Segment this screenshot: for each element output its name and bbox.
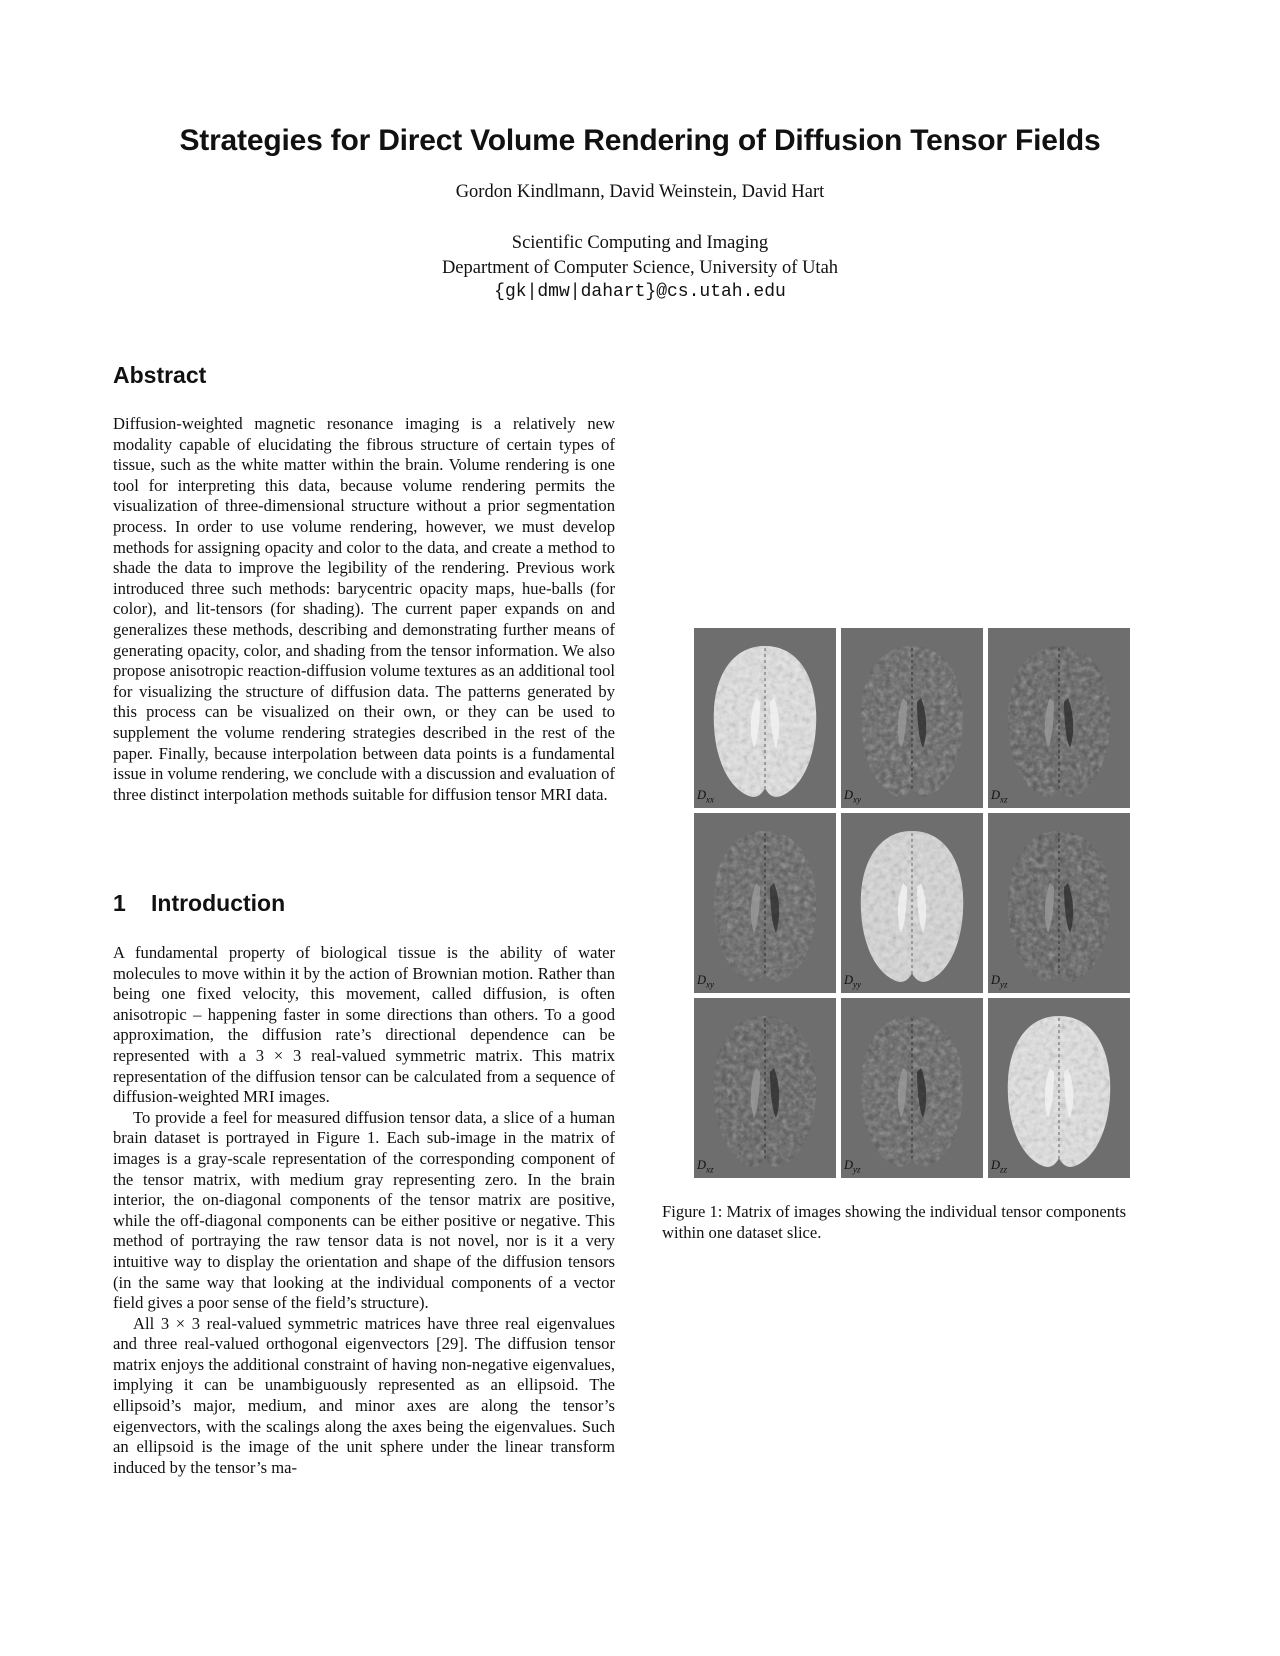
tensor-tile-Dyz-5: [988, 813, 1130, 993]
brain-slice-image: [841, 628, 983, 808]
brain-slice-image: [694, 813, 836, 993]
brain-slice-image: [694, 998, 836, 1178]
paper-title: Strategies for Direct Volume Rendering of Diffusion Tensor Fields: [179, 124, 1101, 157]
section-title: Introduction: [151, 890, 286, 916]
brain-slice-image: [841, 813, 983, 993]
affiliation-line-2: Department of Computer Science, University of Utah: [441, 257, 839, 278]
tile-label: $D_{xz}$: [991, 787, 1008, 804]
author-email: {gk|dmw|dahart}@cs.utah.edu: [494, 282, 786, 302]
section-number: 1: [113, 890, 126, 916]
tile-label: $D_{xx}$: [697, 787, 715, 804]
tile-label: $D_{zz}$: [991, 1157, 1008, 1174]
introduction-heading: [113, 890, 615, 917]
abstract-paragraph: Diffusion-weighted magnetic resonance imaging is a relatively new modality capable of elucidating the fibrous structure of certain types of tissue, such as the white matter within the brain. Volume rendering is one tool for interpreting this data, because volume rendering permits the visualization of three-dimensional structure without a prior segmentation process. In order to use volume rendering, however, we must develop methods for assigning opacity and color to the data, and create a method to shade the data to improve the legibility of the rendering. Previous work introduced three such methods: barycentric opacity maps, hue-balls (for color), and lit-tensors (for shading). The current paper expands on and generalizes these methods, describing and demonstrating further means of generating opacity, color, and shading from the tensor information. We also propose anisotropic reaction-diffusion volume textures as an additional tool for visualizing the structure of diffusion data. The patterns generated by this process can be visualized on their own, or they can be used to supplement the volume rendering strategies described in the rest of the paper. Finally, because interpolation between data points is a fundamental issue in volume rendering, we conclude with a discussion and evaluation of three distinct interpolation methods suitable for diffusion tensor MRI data.: [113, 414, 615, 804]
tensor-tile-Dxx-0: [694, 628, 836, 808]
author-list: Gordon Kindlmann, David Weinstein, David Hart: [455, 182, 825, 202]
tile-label: $D_{xy}$: [697, 972, 715, 989]
tile-label: $D_{xy}$: [844, 787, 862, 804]
abstract-text: [113, 414, 615, 805]
figure-1-caption: Figure 1: Matrix of images showing the individual tensor components within one dataset slice.: [662, 1202, 1127, 1242]
brain-slice-image: [988, 813, 1130, 993]
tile-label: $D_{xz}$: [697, 1157, 714, 1174]
tensor-tile-Dxy-3: [694, 813, 836, 993]
brain-slice-image: [988, 998, 1130, 1178]
tensor-tile-Dxz-6: [694, 998, 836, 1178]
brain-slice-image: [841, 998, 983, 1178]
tensor-tile-Dzz-8: [988, 998, 1130, 1178]
tensor-tile-Dxz-2: [988, 628, 1130, 808]
abstract-heading: Abstract: [113, 362, 207, 388]
affiliation-line-1: Scientific Computing and Imaging: [511, 233, 769, 253]
tile-label: $D_{yz}$: [991, 972, 1008, 989]
tensor-tile-Dyy-4: [841, 813, 983, 993]
intro-paragraph-1: A fundamental property of biological tissue is the ability of water molecules to move within it by the action of Brownian motion. Rather than being one fixed velocity, this movement, called diffusion, is often anisotropic – happening faster in some directions than others. To a good approximation, the diffusion rate’s directional dependence can be represented with a 3 × 3 real-valued symmetric matrix. This matrix representation of the diffusion tensor can be calculated from a sequence of diffusion-weighted MRI images.: [113, 943, 615, 1107]
intro-paragraph-3: All 3 × 3 real-valued symmetric matrices have three real eigenvalues and three real-valued orthogonal eigenvectors [29]. The diffusion tensor matrix enjoys the additional constraint of having non-negative eigenvalues, implying it can be unambiguously represented as an ellipsoid. The ellipsoid’s major, medium, and minor axes are along the tensor’s eigenvectors, with the scalings along the axes being the eigenvalues. Such an ellipsoid is the image of the unit sphere under the linear transform induced by the tensor’s ma-: [113, 1313, 615, 1477]
tile-label: $D_{yz}$: [844, 1157, 861, 1174]
affiliation-block: [0, 231, 1280, 305]
intro-paragraph-2: To provide a feel for measured diffusion tensor data, a slice of a human brain dataset is portrayed in Figure 1. Each sub-image in the matrix of images is a gray-scale representation of the corresponding component of the tensor matrix, with medium gray representing zero. In the brain interior, the on-diagonal components of the tensor matrix are positive, while the off-diagonal components can be either positive or negative. This method of portraying the raw tensor data is not novel, nor is it a very intuitive way to display the orientation and shape of the diffusion tensors (in the same way that looking at the individual components of a vector field gives a poor sense of the field’s structure).: [113, 1107, 615, 1313]
tensor-tile-Dxy-1: [841, 628, 983, 808]
figure-1-tensor-matrix: [694, 628, 1130, 1176]
brain-slice-image: [694, 628, 836, 808]
tensor-tile-Dyz-7: [841, 998, 983, 1178]
brain-slice-image: [988, 628, 1130, 808]
introduction-text: [113, 943, 615, 1478]
tile-label: $D_{yy}$: [844, 972, 862, 989]
